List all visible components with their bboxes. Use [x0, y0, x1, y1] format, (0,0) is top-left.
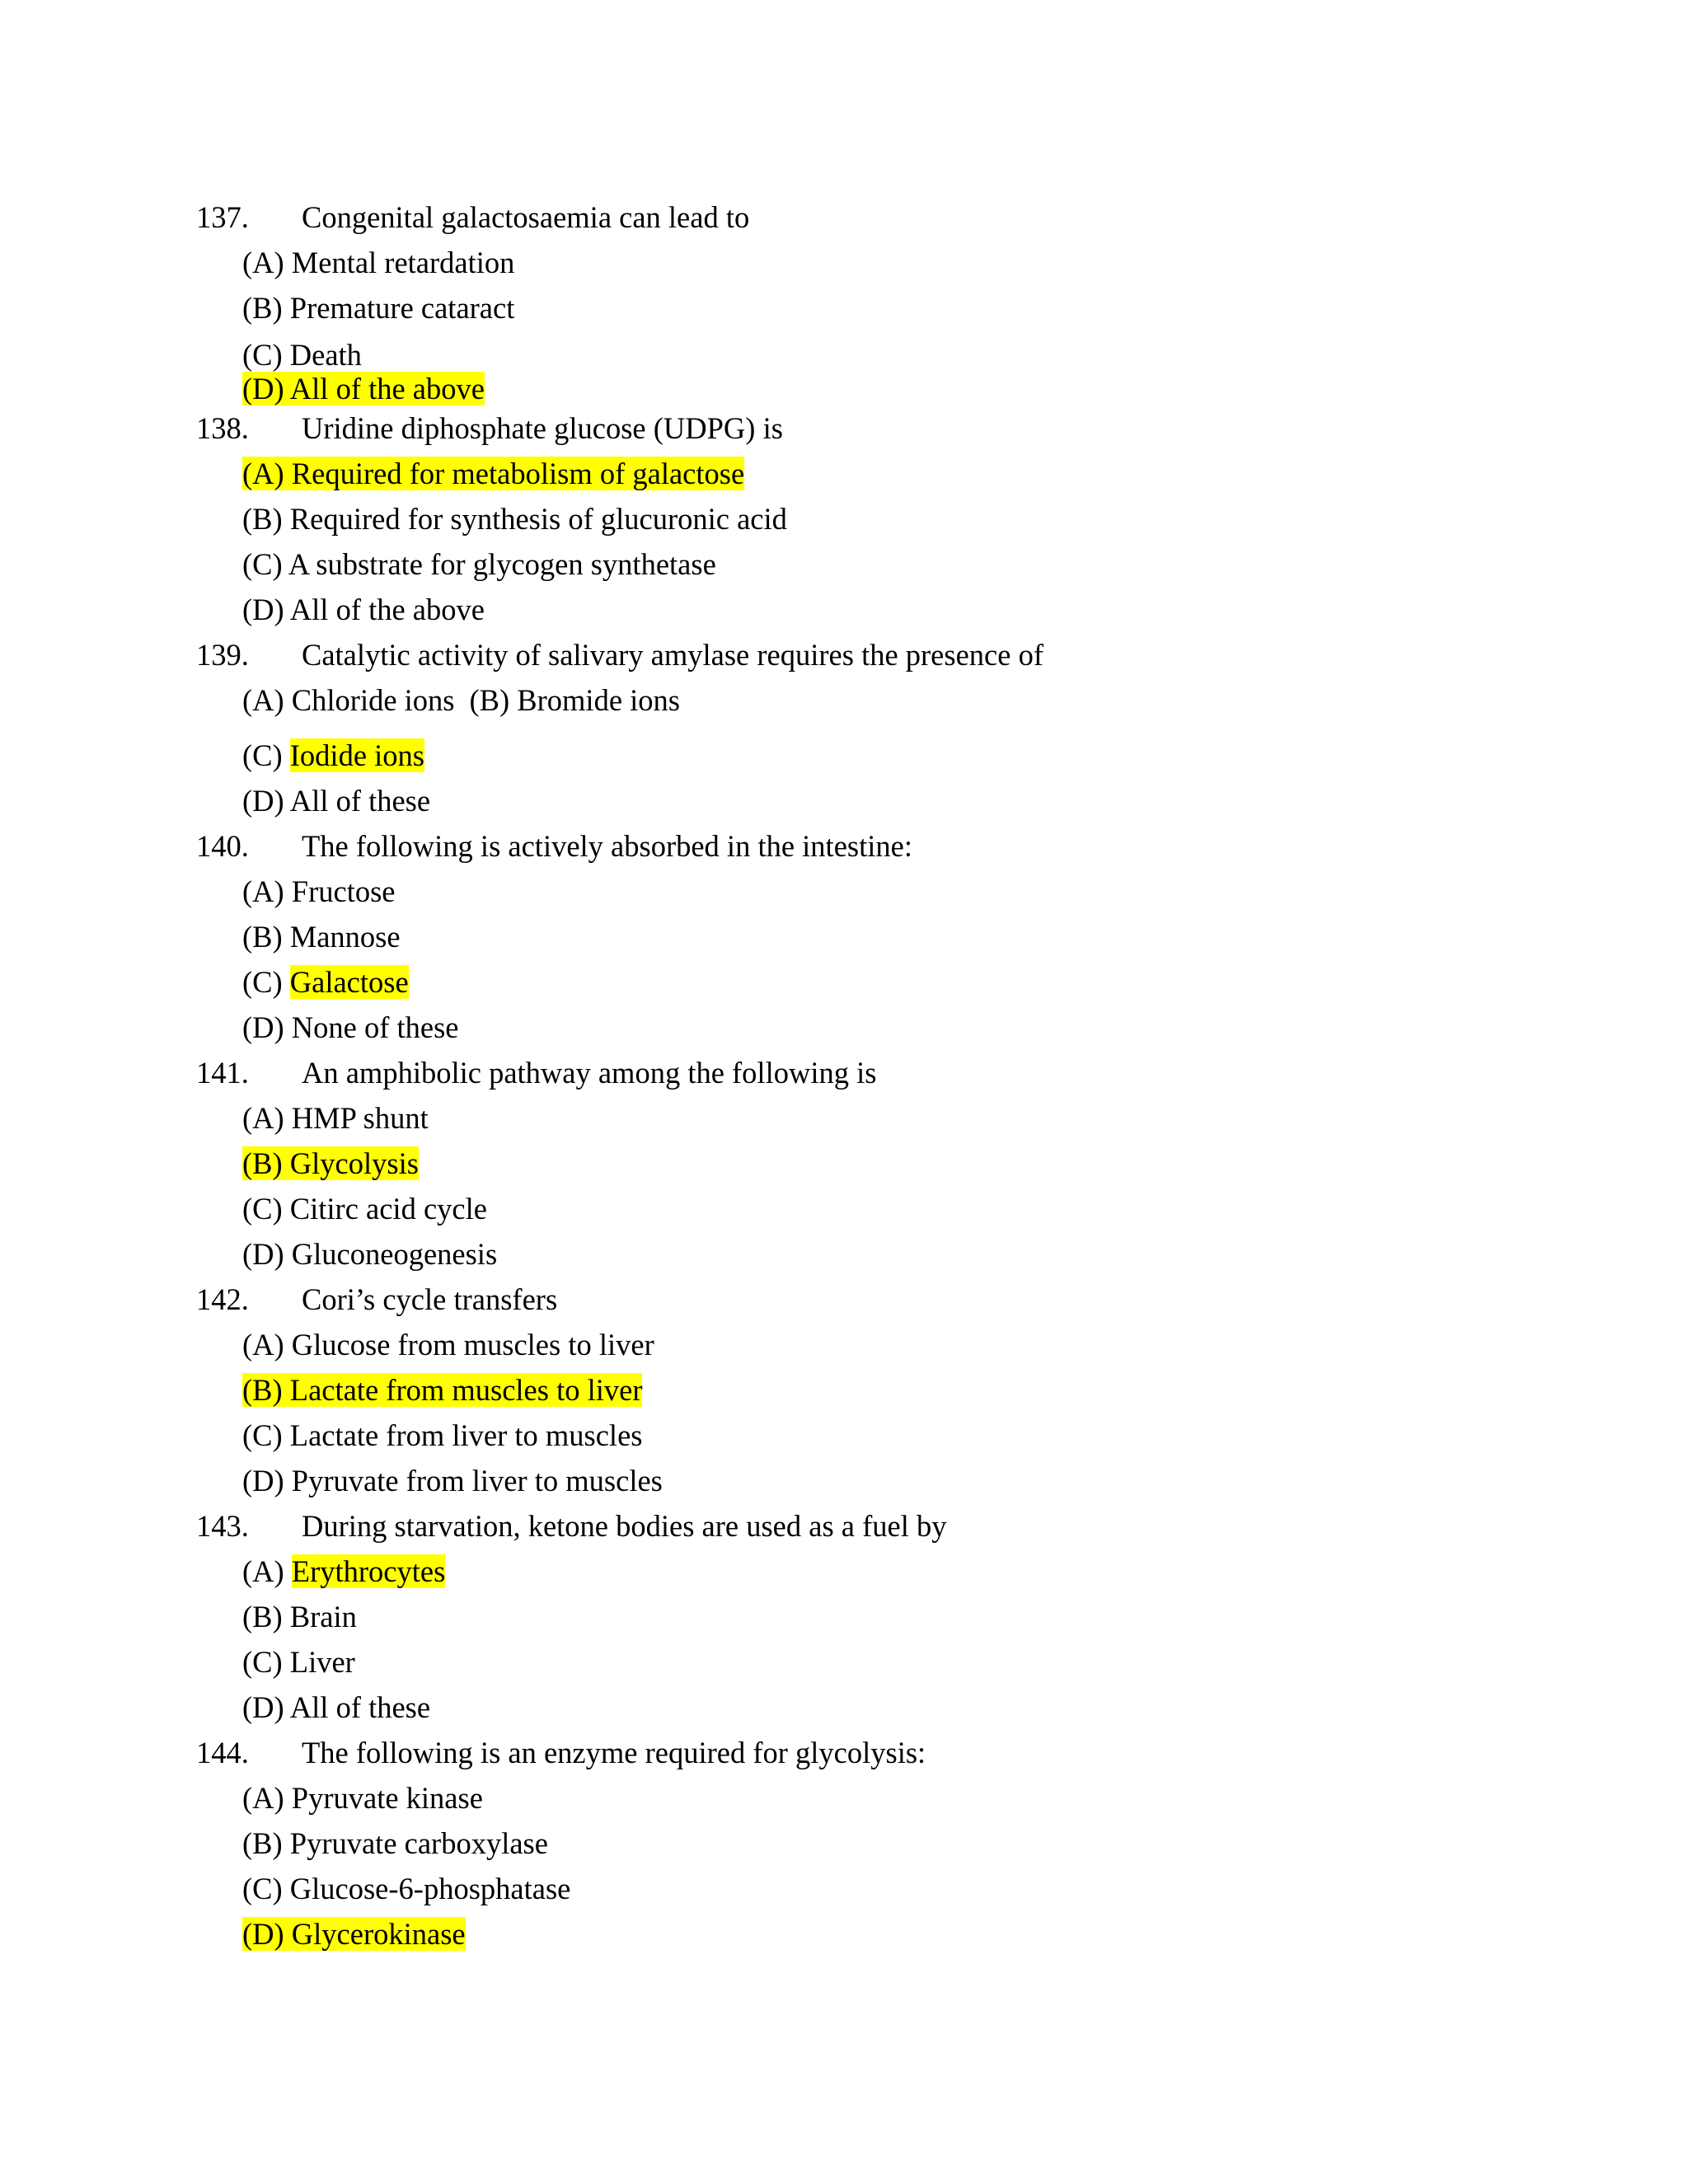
option-text: Required for metabolism of galactose [291, 457, 745, 490]
option-b [196, 1594, 1515, 1639]
highlighted-answer: Iodide ions [289, 738, 424, 772]
question-140 [196, 823, 1515, 869]
option-letter: (B) [242, 1373, 283, 1407]
option-text: Fructose [291, 874, 396, 908]
option-letter: (D) [242, 1690, 284, 1724]
question-137 [196, 194, 1515, 240]
question-number: 142. [196, 1282, 249, 1316]
option-text: A substrate for glycogen synthetase [288, 547, 716, 581]
question-text: The following is actively absorbed in the intestine: [302, 829, 912, 863]
option-letter: (C) [242, 1418, 283, 1452]
option-a-b [196, 677, 1515, 723]
question-text: During starvation, ketone bodies are used as a fuel by [302, 1509, 947, 1543]
option-c [196, 1413, 1515, 1458]
option-text: All of these [289, 1690, 431, 1724]
question-number: 140. [196, 829, 249, 863]
option-d [196, 778, 1515, 823]
option-d [196, 372, 1515, 405]
option-letter: (D) [242, 1464, 284, 1497]
question-138 [196, 405, 1515, 451]
option-text: Pyruvate from liver to muscles [291, 1464, 663, 1497]
option-letter: (C) [242, 338, 283, 372]
option-a [196, 1322, 1515, 1367]
option-a [196, 451, 1515, 496]
option-b [196, 285, 1515, 330]
highlighted-answer [242, 1917, 466, 1951]
option-letter: (A) [242, 246, 284, 279]
option-b [196, 1141, 1515, 1186]
option-text: Chloride ions [291, 683, 455, 717]
question-144 [196, 1730, 1515, 1775]
option-letter: (A) [242, 683, 284, 717]
option-a [196, 1549, 1515, 1594]
option-text: Premature cataract [289, 291, 515, 325]
option-letter: (C) [242, 965, 283, 999]
option-text: None of these [291, 1010, 459, 1044]
question-number: 141. [196, 1056, 249, 1090]
option-letter: (D) [242, 1237, 284, 1271]
option-letter: (D) [242, 593, 284, 626]
option-c [196, 1639, 1515, 1685]
option-text: Death [289, 338, 362, 372]
option-letter: (D) [242, 1010, 284, 1044]
option-c [196, 330, 1515, 372]
option-letter: (A) [242, 457, 284, 490]
option-a [196, 240, 1515, 285]
option-letter: (A) [242, 1554, 284, 1588]
option-text: Bromide ions [517, 683, 680, 717]
option-text: Required for synthesis of glucuronic acid [289, 502, 787, 536]
option-text: Mannose [289, 920, 401, 954]
question-list [196, 194, 1515, 1957]
question-139 [196, 632, 1515, 677]
option-text: Lactate from liver to muscles [289, 1418, 643, 1452]
option-text: Pyruvate carboxylase [289, 1826, 548, 1860]
option-b [196, 1821, 1515, 1866]
option-d [196, 1911, 1515, 1957]
option-letter: (B) [242, 1146, 283, 1180]
option-text: Brain [289, 1600, 357, 1633]
option-d [196, 1685, 1515, 1730]
option-text: Mental retardation [291, 246, 515, 279]
option-letter: (D) [242, 372, 284, 405]
option-text: Glucose from muscles to liver [291, 1328, 654, 1361]
question-number: 144. [196, 1736, 249, 1769]
question-142 [196, 1277, 1515, 1322]
option-letter: (B) [242, 1826, 283, 1860]
question-text: The following is an enzyme required for glycolysis: [302, 1736, 926, 1769]
option-b [196, 914, 1515, 959]
option-d [196, 1231, 1515, 1277]
option-c [196, 723, 1515, 778]
option-letter: (B) [242, 291, 283, 325]
option-letter: (C) [242, 1872, 283, 1905]
option-letter: (A) [242, 1328, 284, 1361]
option-b [196, 496, 1515, 541]
question-text: An amphibolic pathway among the following is [302, 1056, 877, 1090]
highlighted-answer [242, 457, 744, 490]
option-letter: (B) [242, 920, 283, 954]
option-a [196, 1775, 1515, 1821]
option-b [196, 1367, 1515, 1413]
option-text: All of the above [289, 593, 485, 626]
option-text: All of these [289, 784, 431, 818]
question-text: Congenital galactosaemia can lead to [302, 200, 750, 234]
option-letter: (D) [242, 1917, 284, 1951]
option-text: Glucose-6-phosphatase [289, 1872, 571, 1905]
option-c [196, 959, 1515, 1005]
highlighted-answer: Galactose [289, 965, 409, 999]
option-text: Lactate from muscles to liver [289, 1373, 643, 1407]
question-141 [196, 1050, 1515, 1095]
question-number: 138. [196, 411, 249, 445]
option-letter: (A) [242, 1101, 284, 1135]
option-c [196, 1866, 1515, 1911]
option-text: Glycolysis [289, 1146, 419, 1180]
option-letter: (B) [469, 683, 510, 717]
question-number: 137. [196, 200, 249, 234]
option-text: All of the above [289, 372, 485, 405]
option-letter: (C) [242, 547, 283, 581]
question-text: Uridine diphosphate glucose (UDPG) is [302, 411, 783, 445]
highlighted-answer [242, 1373, 642, 1407]
option-letter: (C) [242, 1645, 283, 1679]
option-letter: (A) [242, 874, 284, 908]
option-a [196, 1095, 1515, 1141]
highlighted-answer: Erythrocytes [291, 1554, 446, 1588]
question-number: 143. [196, 1509, 249, 1543]
option-letter: (A) [242, 1781, 284, 1815]
option-text: Pyruvate kinase [291, 1781, 483, 1815]
option-text: Liver [289, 1645, 355, 1679]
option-a [196, 869, 1515, 914]
option-letter: (C) [242, 1192, 283, 1226]
highlighted-answer [242, 372, 485, 405]
option-letter: (B) [242, 1600, 283, 1633]
option-d [196, 1458, 1515, 1503]
option-text: HMP shunt [291, 1101, 429, 1135]
option-text: Citirc acid cycle [289, 1192, 487, 1226]
option-d [196, 1005, 1515, 1050]
option-c [196, 541, 1515, 587]
question-143 [196, 1503, 1515, 1549]
option-letter: (D) [242, 784, 284, 818]
question-text: Cori’s cycle transfers [302, 1282, 558, 1316]
highlighted-answer [242, 1146, 419, 1180]
option-text: Glycerokinase [291, 1917, 466, 1951]
option-c [196, 1186, 1515, 1231]
question-number: 139. [196, 638, 249, 672]
option-letter: (C) [242, 738, 283, 772]
option-text: Gluconeogenesis [291, 1237, 498, 1271]
option-d [196, 587, 1515, 632]
option-letter: (B) [242, 502, 283, 536]
question-text: Catalytic activity of salivary amylase requires the presence of [302, 638, 1043, 672]
